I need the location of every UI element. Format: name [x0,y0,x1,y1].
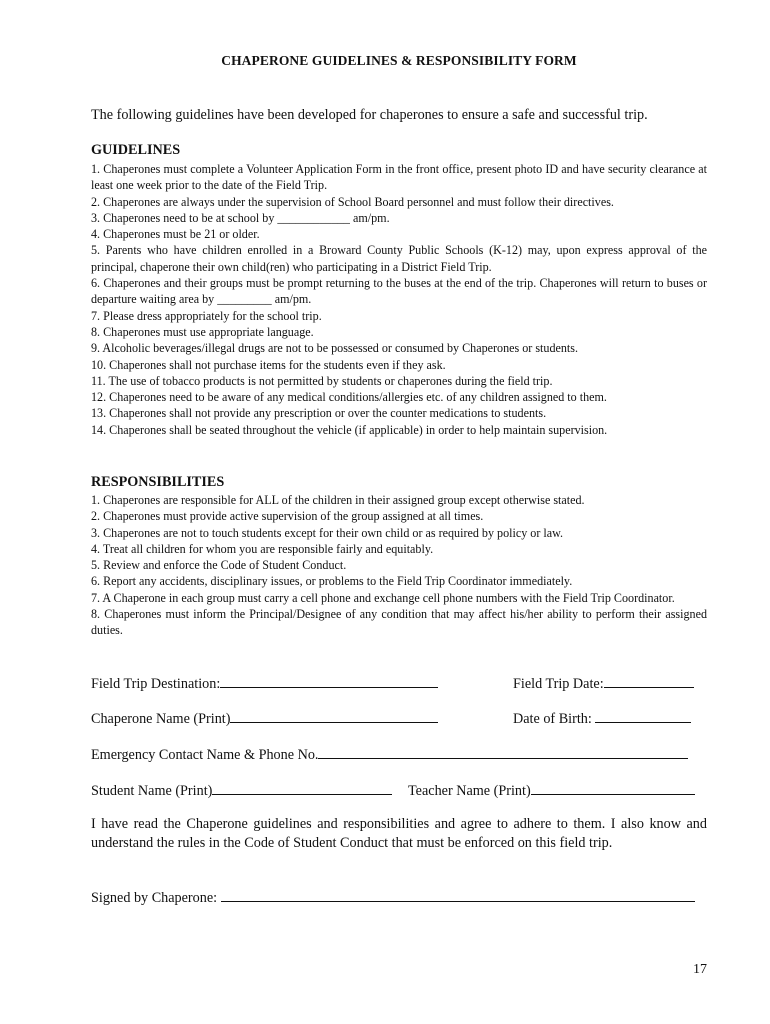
guideline-item: 13. Chaperones shall not provide any prescription or over the counter medications to students. [91,406,547,421]
acknowledgement-text: I have read the Chaperone guidelines and responsibilities and agree to adhere to them. I also know and understand the rules in the Code of Student Conduct that must be enforced on this field trip. [91,816,707,851]
responsibilities-list [91,492,707,639]
chaperone-name-field[interactable] [91,708,438,728]
responsibility-item: 3. Chaperones are not to touch students except for their own child or as required by policy or law. [91,525,564,540]
guideline-item: 1. Chaperones must complete a Volunteer Application Form in the front office, present photo ID and have security clearance at least one week prior to the date of the Field Trip. [91,162,707,193]
teacher-name-line[interactable] [531,780,695,795]
guideline-item: 10. Chaperones shall not purchase items for the students even if they ask. [91,357,446,372]
responsibility-item: 4. Treat all children for whom you are responsible fairly and equitably. [91,541,434,556]
guideline-item: 9. Alcoholic beverages/illegal drugs are not to be possessed or consumed by Chaperones or students. [91,341,578,356]
row-student-teacher [91,780,707,800]
responsibility-item: 2. Chaperones must provide active supervision of the group assigned at all times. [91,509,484,524]
guideline-item: 11. The use of tobacco products is not permitted by students or chaperones during the field trip. [91,373,553,388]
guidelines-heading: GUIDELINES [91,142,181,158]
responsibility-item: 5. Review and enforce the Code of Student Conduct. [91,558,347,573]
responsibility-item: 6. Report any accidents, disciplinary issues, or problems to the Field Trip Coordinator immediately. [91,574,573,589]
guideline-item: 2. Chaperones are always under the supervision of School Board personnel and must follow their directives. [91,194,614,209]
destination-line[interactable] [220,673,438,688]
guideline-item: 7. Please dress appropriately for the school trip. [91,308,322,323]
guideline-item: 12. Chaperones need to be aware of any medical conditions/allergies etc. of any children assigned to them. [91,390,607,405]
emergency-contact-label: Emergency Contact Name & Phone No. [91,747,319,763]
guideline-item: 3. Chaperones need to be at school by ____________ am/pm. [91,210,390,225]
signature-line[interactable] [221,887,695,902]
destination-label: Field Trip Destination: [91,676,221,692]
chaperone-name-label: Chaperone Name (Print) [91,711,231,727]
teacher-name-field[interactable] [408,780,695,800]
student-name-field[interactable] [91,780,392,800]
form-title: CHAPERONE GUIDELINES & RESPONSIBILITY FORM [221,53,577,68]
trip-date-line[interactable] [604,673,694,688]
emergency-contact-line[interactable] [318,744,688,759]
chaperone-name-line[interactable] [230,708,438,723]
responsibility-item: 1. Chaperones are responsible for ALL of the children in their assigned group except otherwise stated. [91,493,585,507]
signature-field[interactable] [91,887,695,907]
guideline-item: 8. Chaperones must use appropriate language. [91,324,314,339]
page-number: 17 [693,962,707,977]
destination-field[interactable] [91,673,438,693]
row-signature [91,887,707,907]
dob-label: Date of Birth: [513,711,592,727]
responsibilities-heading: RESPONSIBILITIES [91,474,225,490]
guideline-item: 6. Chaperones and their groups must be prompt returning to the buses at the end of the trip. Chaperones will return to buses or departure waiting area by _________ am/pm. [91,276,707,307]
guideline-item: 5. Parents who have children enrolled in a Broward County Public Schools (K-12) may, upon express approval of the principal, chaperone their own child(ren) who participating in a District Field Trip. [91,243,707,274]
guideline-item: 4. Chaperones must be 21 or older. [91,227,260,242]
emergency-contact-field[interactable] [91,744,688,764]
row-emergency [91,744,707,764]
intro-text: The following guidelines have been developed for chaperones to ensure a safe and successful trip. [91,107,648,123]
dob-field[interactable] [513,708,691,728]
signature-label: Signed by Chaperone: [91,890,218,906]
responsibility-item: 7. A Chaperone in each group must carry a cell phone and exchange cell phone numbers with the Field Trip Coordinator. [91,590,675,605]
trip-date-label: Field Trip Date: [513,676,604,692]
row-destination-date [91,673,707,693]
student-name-line[interactable] [212,780,392,795]
guidelines-list [91,161,707,438]
dob-line[interactable] [595,708,691,723]
trip-date-field[interactable] [513,673,694,693]
row-name-dob [91,708,707,728]
guideline-item: 14. Chaperones shall be seated throughout the vehicle (if applicable) in order to help maintain supervision. [91,422,608,437]
teacher-name-label: Teacher Name (Print) [408,783,531,799]
student-name-label: Student Name (Print) [91,783,213,799]
responsibility-item: 8. Chaperones must inform the Principal/Designee of any condition that may affect his/her ability to perform their assigned duties. [91,607,707,638]
